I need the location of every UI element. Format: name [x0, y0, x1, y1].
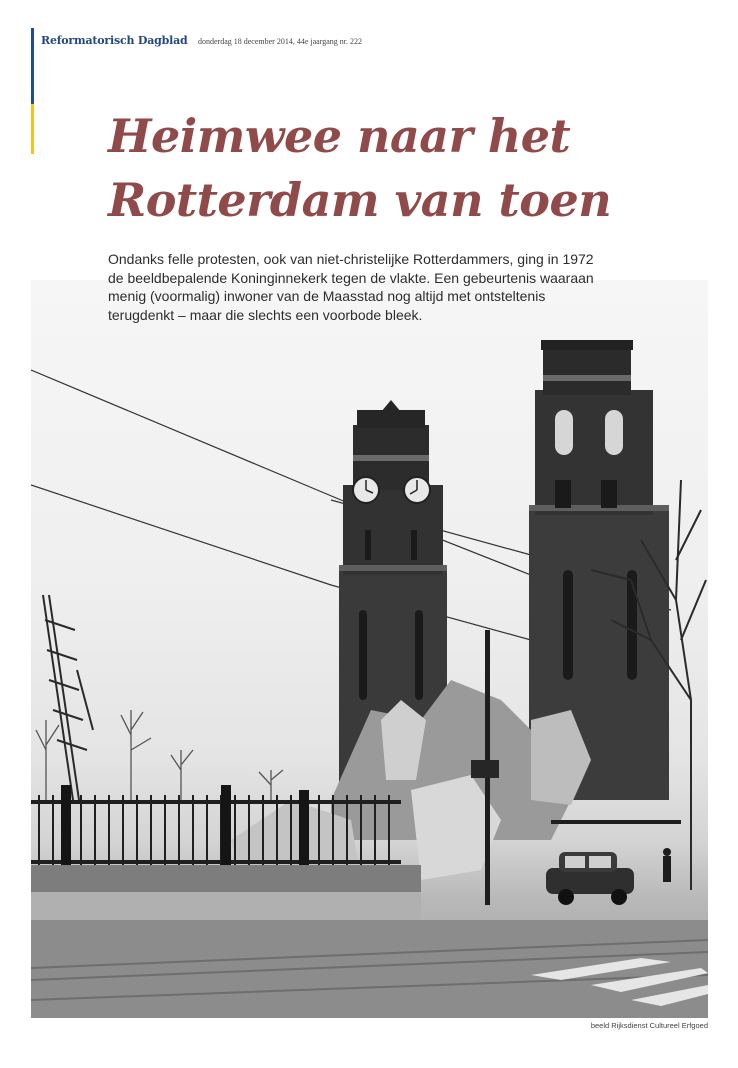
newspaper-name: Reformatorisch Dagblad	[41, 34, 188, 47]
car	[546, 852, 634, 905]
headline-line-1: Heimwee naar het	[108, 109, 571, 163]
lamp-sign	[471, 760, 499, 778]
kerb-blocks	[31, 892, 421, 922]
crane	[43, 595, 93, 800]
photo-credit: beeld Rijksdienst Cultureel Erfgoed	[590, 1021, 708, 1030]
pedestrian	[663, 848, 671, 882]
masthead-stripe-yellow	[31, 104, 34, 154]
masthead-stripe-blue	[31, 28, 34, 104]
headline-line-2: Rotterdam van toen	[108, 173, 612, 227]
intro-text: Ondanks felle protesten, ook van niet-christelijke Rotterdammers, ging in 1972 de beeldbepalende Koninginnekerk tegen de vlakte. Een gebeurtenis waaraan menig (voormalig) inwoner van de Maasstad nog altijd met ontsteltenis terugdenkt – maar die slechts een voorbode bleek.	[108, 251, 594, 323]
headline	[108, 104, 708, 232]
low-wall	[31, 865, 421, 893]
dateline: donderdag 18 december 2014, 44e jaargang nr. 222	[197, 37, 363, 46]
masthead	[41, 31, 362, 49]
article-photo	[31, 280, 708, 1018]
